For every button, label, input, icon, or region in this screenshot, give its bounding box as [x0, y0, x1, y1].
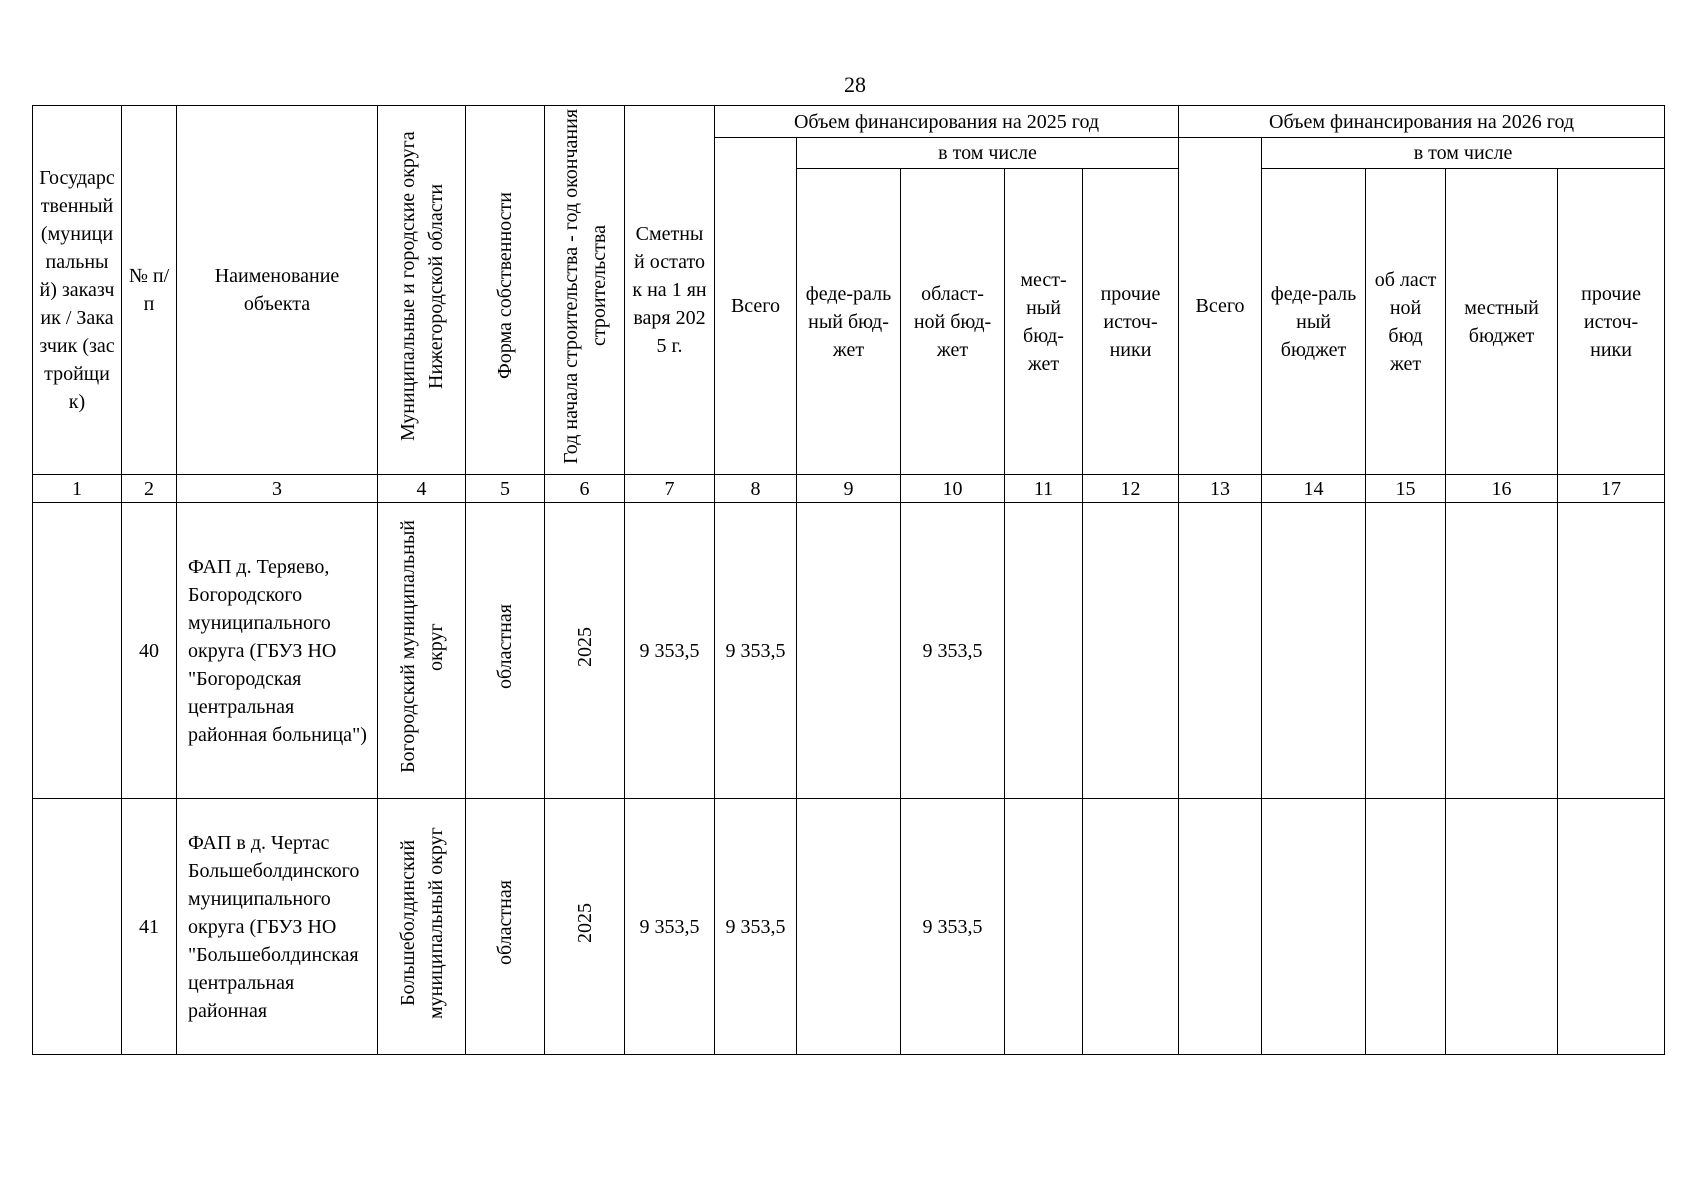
cell-loc-2025: [1005, 503, 1083, 799]
header-row-1: [33, 106, 1665, 138]
table-row: [33, 799, 1665, 1055]
cell-district-text: Богородский муниципальный округ: [396, 520, 447, 773]
cell-reg-2025: 9 353,5: [901, 799, 1005, 1055]
cell-years: [545, 799, 625, 1055]
header-loc-2026: местный бюджет: [1446, 169, 1558, 475]
cell-years-text: 2025: [573, 902, 596, 943]
header-ownership: [466, 106, 545, 475]
column-number: 16: [1446, 475, 1558, 503]
cell-reg-2026: [1366, 799, 1446, 1055]
column-numbers-row: [33, 475, 1665, 503]
cell-total-2025: [715, 503, 797, 799]
header-years-text: Год начала строительства - год окончания строительства: [559, 108, 610, 464]
header-incl-2025: в том числе: [797, 138, 1179, 169]
column-number: 11: [1005, 475, 1083, 503]
header-ownership-text: Форма собственности: [494, 192, 516, 380]
page-number: 28: [844, 72, 866, 97]
cell-number: 41: [122, 799, 177, 1055]
column-number: 4: [378, 475, 466, 503]
column-number: 10: [901, 475, 1005, 503]
header-fed-2025: феде-раль ный бюд-жет: [797, 169, 901, 475]
cell-total-2025-text: 9 353,5: [725, 639, 786, 662]
cell-ownership: [466, 503, 545, 799]
column-number: 1: [33, 475, 122, 503]
cell-estimate: [625, 503, 715, 799]
cell-object-name: ФАП в д. Чертас Большеболдинского муниципального округа (ГБУЗ НО "Большеболдинская центральная районная: [177, 799, 378, 1055]
column-number: 12: [1083, 475, 1179, 503]
header-customer: Государственный (муниципальный) заказчик / Заказчик (застройщик): [33, 106, 122, 475]
header-years: [545, 106, 625, 475]
cell-years: [545, 503, 625, 799]
header-oth-2026: прочие источ-ники: [1558, 169, 1665, 475]
header-district: [378, 106, 466, 475]
cell-ownership-text: областная: [494, 880, 516, 965]
header-district-text: Муниципальные и городские округа Нижегородской области: [396, 131, 447, 441]
cell-estimate: [625, 799, 715, 1055]
column-number: 5: [466, 475, 545, 503]
cell-total-2025: [715, 799, 797, 1055]
cell-years-text: 2025: [573, 626, 596, 667]
cell-ownership: [466, 799, 545, 1055]
header-incl-2026: в том числе: [1262, 138, 1665, 169]
header-group-2025: Объем финансирования на 2025 год: [715, 106, 1179, 138]
header-loc-2025: мест-ный бюд-жет: [1005, 169, 1083, 475]
cell-total-2026: [1179, 799, 1262, 1055]
header-total-2025: Всего: [715, 138, 797, 475]
header-reg-2025: област-ной бюд-жет: [901, 169, 1005, 475]
cell-total-2026: [1179, 503, 1262, 799]
cell-estimate-text: 9 353,5: [639, 915, 700, 938]
header-estimate: Сметный остаток на 1 января 2025 г.: [625, 106, 715, 475]
column-number: 13: [1179, 475, 1262, 503]
cell-customer: [33, 503, 122, 799]
cell-district: [378, 799, 466, 1055]
cell-reg-2026: [1366, 503, 1446, 799]
cell-loc-2026: [1446, 503, 1558, 799]
header-total-2026: Всего: [1179, 138, 1262, 475]
header-reg-2026: об ласт ной бюд жет: [1366, 169, 1446, 475]
cell-customer: [33, 799, 122, 1055]
cell-estimate-text: 9 353,5: [639, 639, 700, 662]
column-number: 3: [177, 475, 378, 503]
cell-oth-2026: [1558, 503, 1665, 799]
column-number: 14: [1262, 475, 1366, 503]
cell-district-text: Большеболдинский муниципальный округ: [396, 826, 447, 1019]
cell-fed-2026: [1262, 799, 1366, 1055]
cell-fed-2025: [797, 799, 901, 1055]
column-number: 6: [545, 475, 625, 503]
cell-oth-2025: [1083, 503, 1179, 799]
cell-fed-2026: [1262, 503, 1366, 799]
cell-oth-2025: [1083, 799, 1179, 1055]
header-group-2026: Объем финансирования на 2026 год: [1179, 106, 1665, 138]
cell-loc-2025: [1005, 799, 1083, 1055]
header-number: № п/п: [122, 106, 177, 475]
column-number: 2: [122, 475, 177, 503]
header-fed-2026: феде-раль ный бюджет: [1262, 169, 1366, 475]
header-object-name: Наименование объекта: [177, 106, 378, 475]
cell-district: [378, 503, 466, 799]
cell-total-2025-text: 9 353,5: [725, 915, 786, 938]
cell-oth-2026: [1558, 799, 1665, 1055]
header-oth-2025: прочие источ-ники: [1083, 169, 1179, 475]
column-number: 8: [715, 475, 797, 503]
column-number: 7: [625, 475, 715, 503]
cell-loc-2026: [1446, 799, 1558, 1055]
cell-reg-2025: 9 353,5: [901, 503, 1005, 799]
column-number: 17: [1558, 475, 1665, 503]
table-row: [33, 503, 1665, 799]
column-number: 9: [797, 475, 901, 503]
cell-number: 40: [122, 503, 177, 799]
financing-table: [32, 105, 1665, 1055]
cell-ownership-text: областная: [494, 604, 516, 689]
cell-fed-2025: [797, 503, 901, 799]
cell-object-name: ФАП д. Теряево, Богородского муниципального округа (ГБУЗ НО "Богородская центральная районная больница"): [177, 503, 378, 799]
column-number: 15: [1366, 475, 1446, 503]
